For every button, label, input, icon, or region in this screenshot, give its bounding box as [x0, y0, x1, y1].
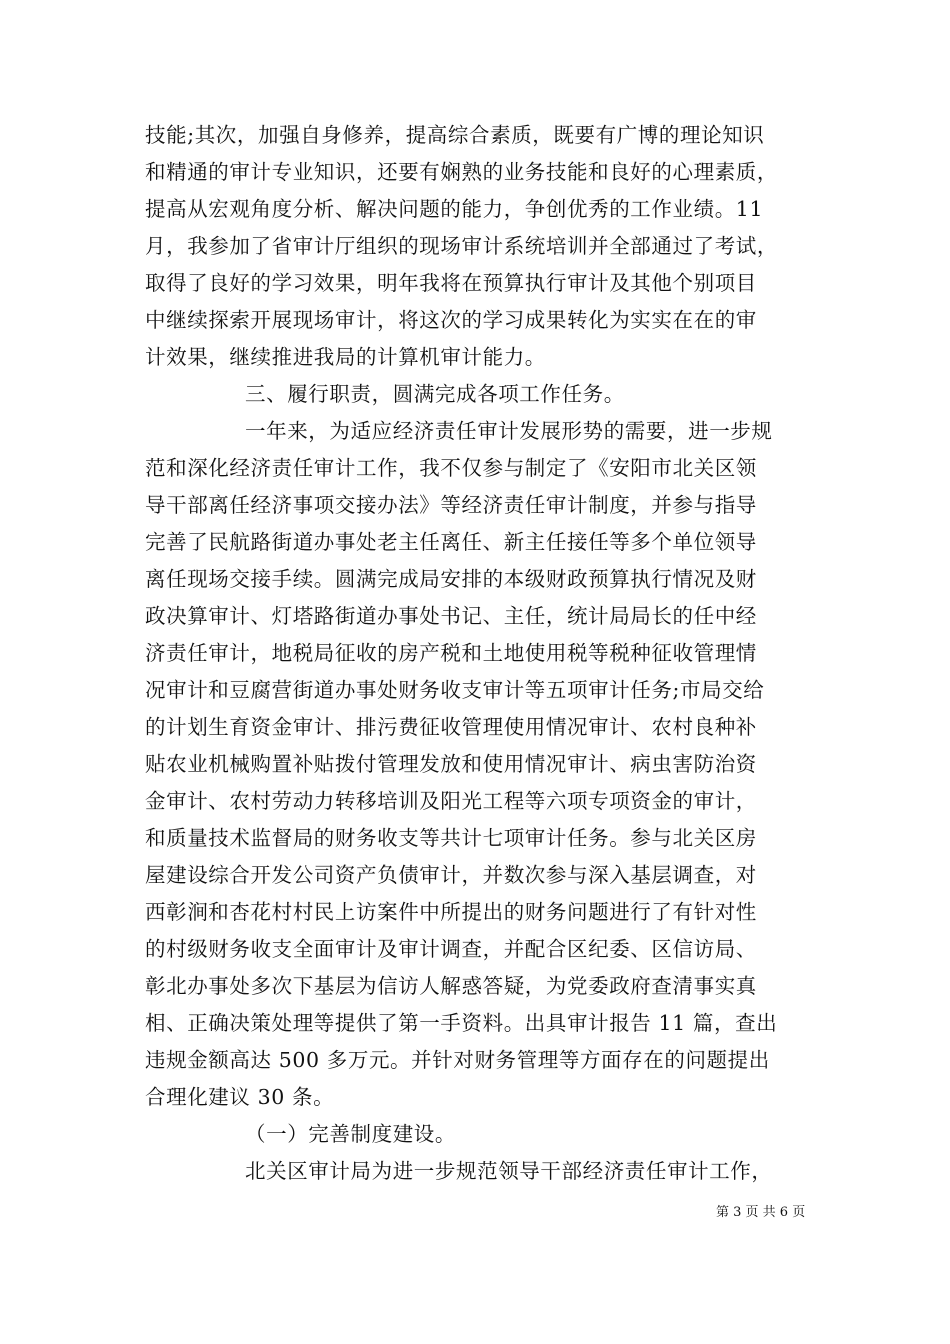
body-text-line: 和质量技术监督局的财务收支等共计七项审计任务。参与北关区房 [145, 826, 757, 850]
page-number-footer: 第 3 页 共 6 页 [716, 1205, 806, 1220]
body-text-line: 贴农业机械购置补贴拨付管理发放和使用情况审计、病虫害防治资 [145, 752, 757, 776]
body-text-line: 屋建设综合开发公司资产负债审计，并数次参与深入基层调查，对 [145, 863, 757, 887]
body-text-line: 范和深化经济责任审计工作，我不仅参与制定了《安阳市北关区领 [145, 456, 757, 480]
body-text-line: 导干部离任经济事项交接办法》等经济责任审计制度，并参与指导 [145, 493, 757, 517]
body-text-line: 计效果，继续推进我局的计算机审计能力。 [145, 345, 546, 369]
body-text-line: 济责任审计，地税局征收的房产税和土地使用税等税种征收管理情 [145, 641, 757, 665]
body-text-line: 中继续探索开展现场审计，将这次的学习成果转化为实实在在的审 [145, 308, 757, 332]
body-text-line: 完善了民航路街道办事处老主任离任、新主任接任等多个单位领导 [145, 530, 757, 554]
body-text-line: 合理化建议 30 条。 [145, 1085, 335, 1109]
body-text-line: 月，我参加了省审计厅组织的现场审计系统培训并全部通过了考试， [145, 234, 778, 258]
body-text-line: 离任现场交接手续。圆满完成局安排的本级财政预算执行情况及财 [145, 567, 757, 591]
body-text-line: 和精通的审计专业知识，还要有娴熟的业务技能和良好的心理素质， [145, 160, 778, 184]
section-heading: 三、履行职责，圆满完成各项工作任务。 [245, 382, 625, 406]
body-text-line: 取得了良好的学习效果，明年我将在预算执行审计及其他个别项目 [145, 271, 757, 295]
body-text-line: 西彰涧和杏花村村民上访案件中所提出的财务问题进行了有针对性 [145, 900, 757, 924]
subsection-heading: （一）完善制度建设。 [245, 1122, 456, 1146]
body-text-line: 的计划生育资金审计、排污费征收管理使用情况审计、农村良种补 [145, 715, 757, 739]
body-text-line: 一年来，为适应经济责任审计发展形势的需要，进一步规 [245, 419, 773, 443]
body-text-line: 况审计和豆腐营街道办事处财务收支审计等五项审计任务;市局交给 [145, 678, 765, 702]
body-text-line: 彰北办事处多次下基层为信访人解惑答疑，为党委政府查清事实真 [145, 974, 757, 998]
body-text-line: 违规金额高达 500 多万元。并针对财务管理等方面存在的问题提出 [145, 1048, 770, 1072]
body-text-line: 提高从宏观角度分析、解决问题的能力，争创优秀的工作业绩。11 [145, 197, 764, 221]
body-text-line: 政决算审计、灯塔路街道办事处书记、主任，统计局局长的任中经 [145, 604, 757, 628]
body-text-line: 相、正确决策处理等提供了第一手资料。出具审计报告 11 篇，查出 [145, 1011, 778, 1035]
body-text-line: 的村级财务收支全面审计及审计调查，并配合区纪委、区信访局、 [145, 937, 757, 961]
body-text-line: 北关区审计局为进一步规范领导干部经济责任审计工作， [245, 1159, 773, 1183]
body-text-line: 金审计、农村劳动力转移培训及阳光工程等六项专项资金的审计， [145, 789, 757, 813]
body-text-line: 技能;其次，加强自身修养，提高综合素质，既要有广博的理论知识 [145, 123, 765, 147]
